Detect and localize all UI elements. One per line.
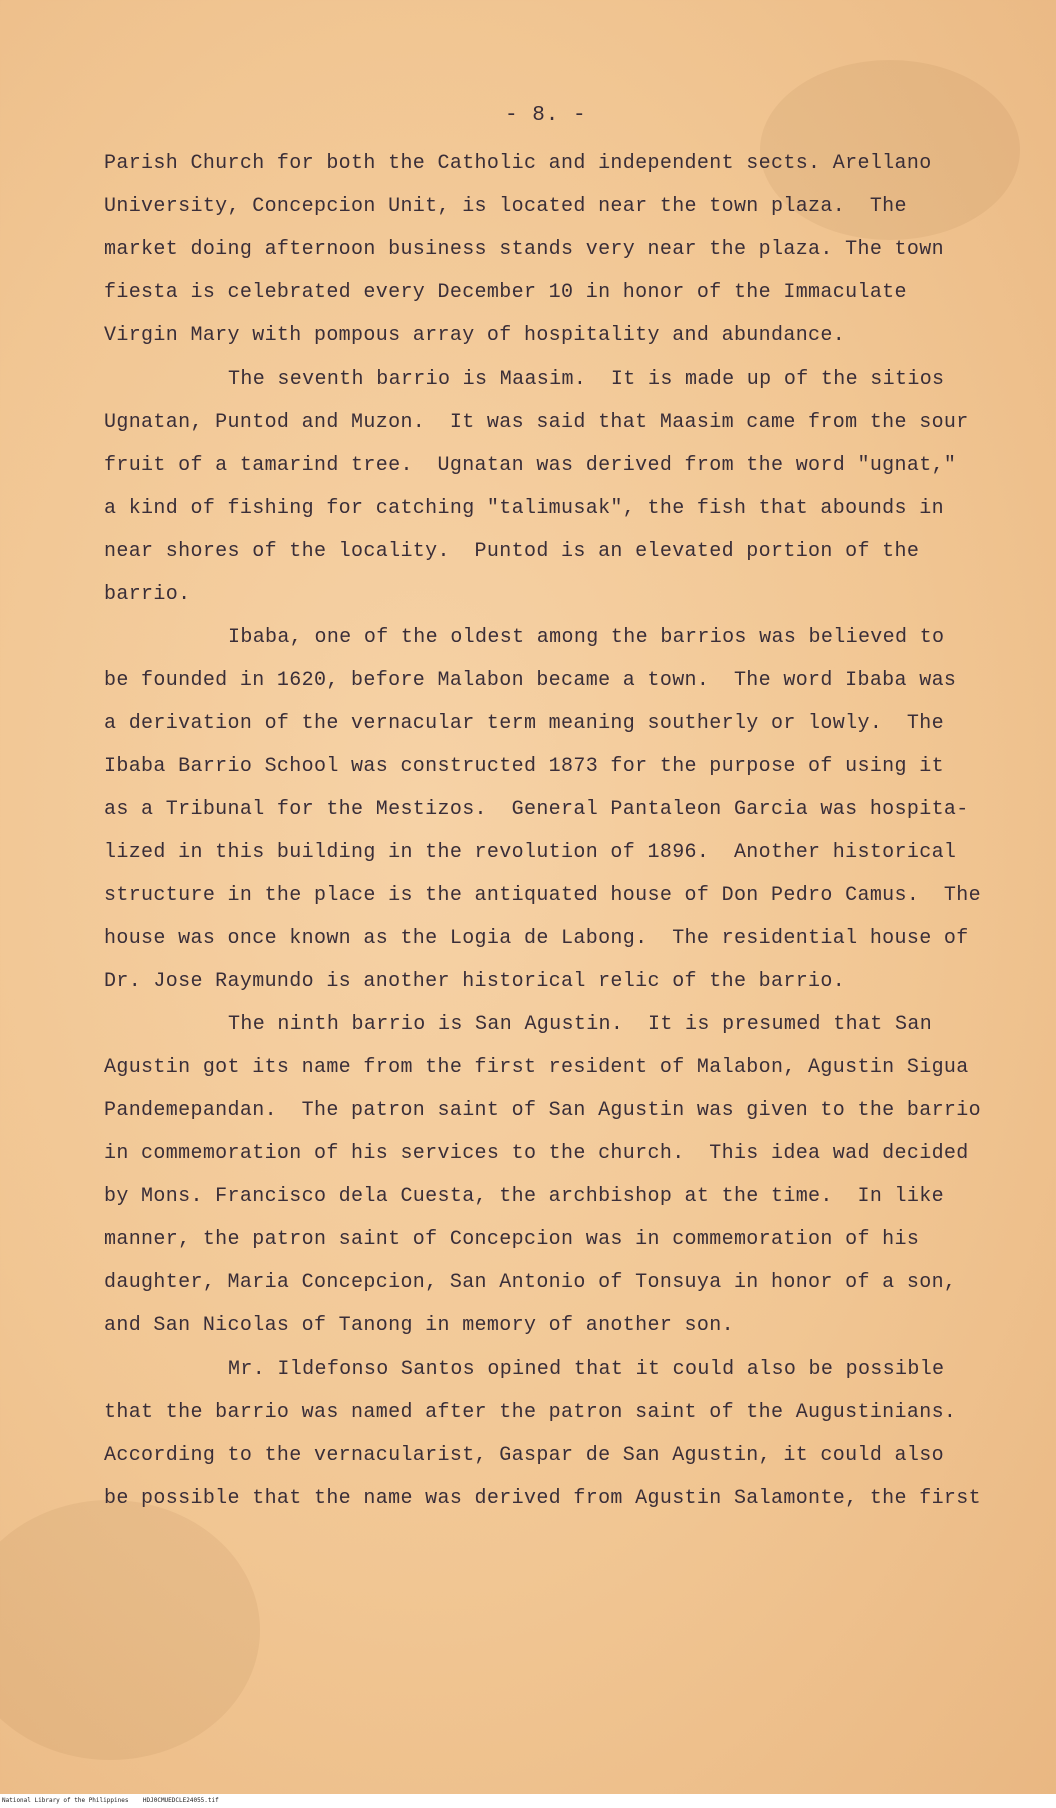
text-line: Pandemepandan. The patron saint of San Agustin was given to the barrio <box>104 1099 981 1122</box>
text-line: barrio. <box>104 583 191 606</box>
text-line: near shores of the locality. Puntod is an elevated portion of the <box>104 540 920 563</box>
text-line: According to the vernacularist, Gaspar de San Agustin, it could also <box>104 1444 944 1467</box>
text-line: be founded in 1620, before Malabon became a town. The word Ibaba was <box>104 669 957 692</box>
text-line: Virgin Mary with pompous array of hospitality and abundance. <box>104 324 846 347</box>
text-line: as a Tribunal for the Mestizos. General Pantaleon Garcia was hospita- <box>104 798 969 821</box>
text-line: a derivation of the vernacular term meaning southerly or lowly. The <box>104 712 944 735</box>
text-line: Agustin got its name from the first resident of Malabon, Agustin Sigua <box>104 1056 969 1079</box>
text-line: Ugnatan, Puntod and Muzon. It was said that Maasim came from the sour <box>104 411 969 434</box>
text-line: lized in this building in the revolution of 1896. Another historical <box>104 841 957 864</box>
text-line: and San Nicolas of Tanong in memory of another son. <box>104 1314 734 1337</box>
text-line: house was once known as the Logia de Labong. The residential house of <box>104 927 969 950</box>
text-line: The ninth barrio is San Agustin. It is presumed that San <box>228 1013 933 1036</box>
text-line: a kind of fishing for catching "talimusak", the fish that abounds in <box>104 497 944 520</box>
text-line: Parish Church for both the Catholic and independent sects. Arellano <box>104 152 932 175</box>
text-line: that the barrio was named after the patron saint of the Augustinians. <box>104 1401 957 1424</box>
text-line: Mr. Ildefonso Santos opined that it could also be possible <box>228 1358 945 1381</box>
text-line: be possible that the name was derived from Agustin Salamonte, the first <box>104 1487 981 1510</box>
text-line: The seventh barrio is Maasim. It is made up of the sitios <box>228 368 945 391</box>
text-line: fiesta is celebrated every December 10 in honor of the Immaculate <box>104 281 907 304</box>
text-line: manner, the patron saint of Concepcion was in commemoration of his <box>104 1228 920 1251</box>
text-line: University, Concepcion Unit, is located near the town plaza. The <box>104 195 907 218</box>
text-line: Ibaba Barrio School was constructed 1873 for the purpose of using it <box>104 755 944 778</box>
text-line: in commemoration of his services to the church. This idea wad decided <box>104 1142 969 1165</box>
text-line: structure in the place is the antiquated house of Don Pedro Camus. The <box>104 884 981 907</box>
paper-stain <box>0 1500 260 1760</box>
text-line: market doing afternoon business stands very near the plaza. The town <box>104 238 944 261</box>
page-number: - 8. - <box>505 104 587 127</box>
text-line: fruit of a tamarind tree. Ugnatan was derived from the word "ugnat," <box>104 454 957 477</box>
text-line: Dr. Jose Raymundo is another historical relic of the barrio. <box>104 970 846 993</box>
text-line: daughter, Maria Concepcion, San Antonio of Tonsuya in honor of a son, <box>104 1271 957 1294</box>
text-line: Ibaba, one of the oldest among the barrios was believed to <box>228 626 945 649</box>
text-line: by Mons. Francisco dela Cuesta, the archbishop at the time. In like <box>104 1185 944 1208</box>
archive-footer: National Library of the Philippines HDJ0CMUEDCLE24055.tif <box>0 1794 1056 1808</box>
